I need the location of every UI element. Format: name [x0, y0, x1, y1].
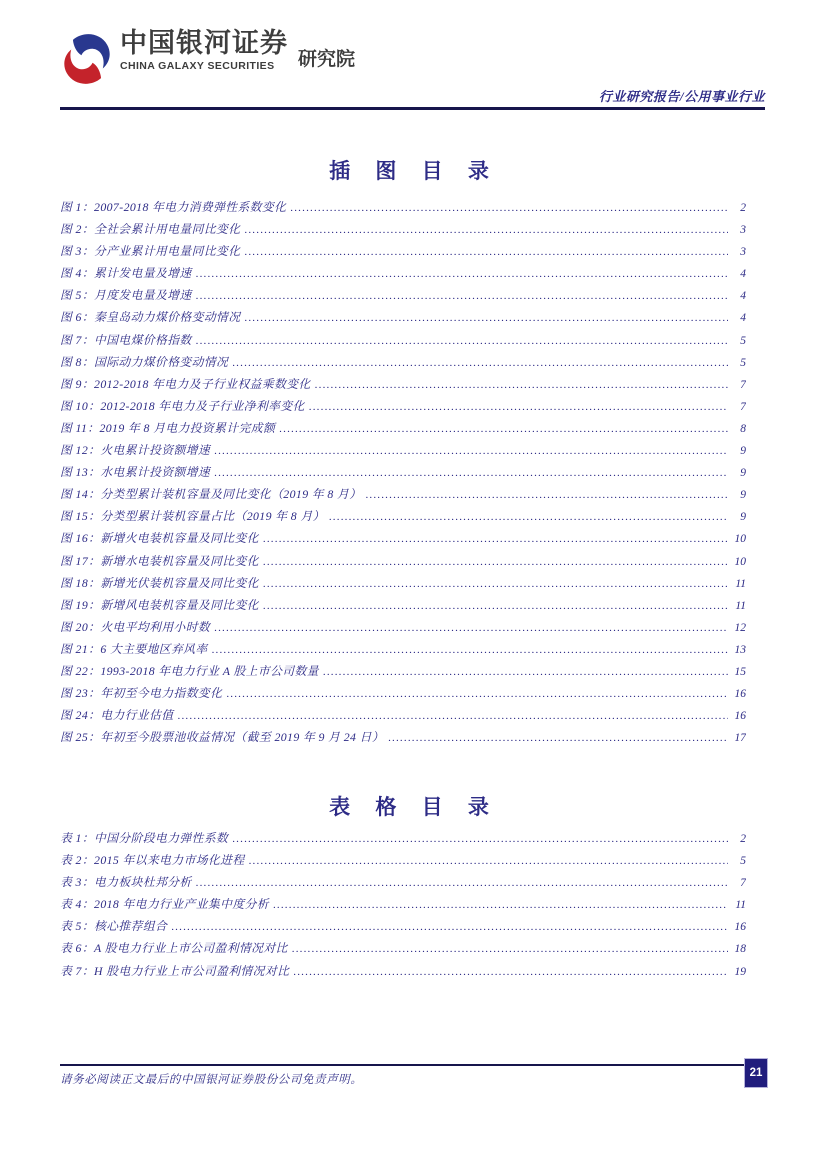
figure-entry-page-number: 7 [740, 378, 746, 391]
dot-leader [196, 871, 728, 893]
dot-leader [171, 915, 728, 937]
figure-entry-label: 图 19：新增风电装机容量及同比变化 [60, 597, 259, 612]
dot-leader [263, 550, 728, 572]
figure-toc-entry[interactable] [60, 417, 746, 439]
figure-entry-label: 图 11：2019 年 8 月电力投资累计完成额 [60, 420, 276, 435]
figure-entry-label: 图 9：2012-2018 年电力及子行业权益乘数变化 [60, 376, 311, 391]
figure-entry-label: 图 24：电力行业估值 [60, 708, 174, 723]
figure-toc-entry[interactable] [60, 351, 746, 373]
table-entry-label: 表 1：中国分阶段电力弹性系数 [60, 831, 229, 845]
figure-entry-label: 图 10：2012-2018 年电力及子行业净利率变化 [60, 398, 305, 413]
dot-leader [214, 461, 728, 483]
company-logo [62, 28, 355, 86]
figure-entry-page-number: 3 [740, 224, 746, 237]
dot-leader [388, 726, 728, 748]
dot-leader [244, 306, 728, 328]
figure-entry-page-number: 4 [740, 290, 746, 303]
table-toc-entry[interactable] [60, 871, 746, 893]
figure-entry-label: 图 15：分类型累计装机容量占比（2019 年 8 月） [60, 509, 325, 524]
dot-leader [293, 960, 728, 982]
figure-entry-label: 图 1：2007-2018 年电力消费弹性系数变化 [60, 200, 287, 214]
figure-entry-label: 图 6：秦皇岛动力煤价格变动情况 [60, 310, 241, 325]
figure-toc-entry[interactable] [60, 505, 746, 527]
figure-entry-label: 图 17：新增水电装机容量及同比变化 [60, 553, 259, 568]
figure-toc-entry[interactable] [60, 726, 746, 748]
page-number: 21 [749, 1067, 763, 1079]
galaxy-swirl-icon [62, 32, 112, 86]
dot-leader [244, 240, 728, 262]
figure-toc-entry[interactable] [60, 196, 746, 218]
figure-entry-page-number: 7 [740, 400, 746, 413]
dot-leader [232, 351, 728, 373]
dot-leader [263, 594, 728, 616]
figure-entry-label: 图 12：火电累计投资额增速 [60, 443, 211, 458]
figure-entry-page-number: 12 [734, 621, 746, 634]
dot-leader [309, 395, 728, 417]
figure-entry-page-number: 10 [734, 555, 746, 568]
figure-entry-page-number: 13 [734, 643, 746, 656]
figure-entry-page-number: 4 [740, 268, 746, 281]
table-entry-label: 表 6：A 股电力行业上市公司盈利情况对比 [60, 941, 288, 956]
figure-entry-label: 图 21：6 大主要地区弃风率 [60, 641, 208, 656]
figure-entry-page-number: 9 [740, 467, 746, 480]
dot-leader [290, 196, 728, 218]
footer-disclaimer: 请务必阅读正文最后的中国银河证券股份公司免责声明。 [60, 1074, 363, 1086]
figure-entry-label: 图 18：新增光伏装机容量及同比变化 [60, 575, 259, 590]
logo-institute-label: 研究院 [298, 49, 356, 70]
table-entry-label: 表 3：电力板块杜邦分析 [60, 875, 192, 890]
figure-entry-page-number: 5 [740, 356, 746, 369]
figures-toc-list [60, 196, 746, 748]
figure-toc-entry[interactable] [60, 262, 746, 284]
figure-toc-entry[interactable] [60, 306, 746, 328]
figure-toc-entry[interactable] [60, 704, 746, 726]
figure-entry-label: 图 7：中国电煤价格指数 [60, 332, 192, 347]
tables-toc-list [60, 827, 746, 982]
figure-entry-label: 图 20：火电平均利用小时数 [60, 619, 211, 634]
figure-toc-entry[interactable] [60, 284, 746, 306]
table-toc-entry[interactable] [60, 849, 746, 871]
logo-english-name: CHINA GALAXY SECURITIES [120, 60, 275, 72]
figure-entry-page-number: 4 [740, 312, 746, 325]
dot-leader [232, 827, 728, 849]
dot-leader [292, 937, 728, 959]
table-entry-page-number: 2 [740, 833, 746, 845]
table-entry-page-number: 16 [734, 921, 746, 934]
dot-leader [226, 682, 728, 704]
table-toc-entry[interactable] [60, 915, 746, 937]
logo-chinese-name: 中国银河证券 [120, 28, 288, 58]
figure-entry-label: 图 8：国际动力煤价格变动情况 [60, 354, 229, 369]
dot-leader [263, 527, 728, 549]
dot-leader [196, 329, 728, 351]
dot-leader [244, 218, 728, 240]
figure-entry-label: 图 16：新增火电装机容量及同比变化 [60, 531, 259, 546]
figure-toc-entry[interactable] [60, 218, 746, 240]
figure-toc-entry[interactable] [60, 550, 746, 572]
dot-leader [249, 849, 728, 871]
figure-toc-entry[interactable] [60, 594, 746, 616]
figure-entry-page-number: 16 [734, 710, 746, 723]
table-entry-label: 表 7：H 股电力行业上市公司盈利情况对比 [60, 963, 290, 978]
table-entry-page-number: 5 [740, 855, 746, 868]
figure-toc-entry[interactable] [60, 638, 746, 660]
figure-toc-entry[interactable] [60, 395, 746, 417]
figure-toc-entry[interactable] [60, 616, 746, 638]
figure-entry-page-number: 11 [735, 577, 746, 590]
table-entry-page-number: 11 [735, 899, 746, 912]
figure-entry-page-number: 2 [740, 202, 746, 214]
figure-entry-page-number: 9 [740, 511, 746, 524]
figure-entry-page-number: 9 [740, 445, 746, 458]
dot-leader [178, 704, 728, 726]
figure-toc-entry[interactable] [60, 240, 746, 262]
table-toc-entry[interactable] [60, 827, 746, 849]
dot-leader [273, 893, 728, 915]
tables-toc-title: 表 格 目 录 [329, 795, 496, 819]
dot-leader [365, 483, 728, 505]
figure-entry-label: 图 25：年初至今股票池收益情况（截至 2019 年 9 月 24 日） [60, 730, 385, 745]
page-number-badge [744, 1058, 768, 1088]
table-entry-label: 表 4：2018 年电力行业产业集中度分析 [60, 897, 269, 912]
dot-leader [329, 505, 728, 527]
figure-entry-label: 图 4：累计发电量及增速 [60, 266, 192, 281]
figure-entry-label: 图 2：全社会累计用电量同比变化 [60, 222, 241, 237]
figure-toc-entry[interactable] [60, 439, 746, 461]
figure-entry-page-number: 17 [734, 732, 746, 745]
footer-divider [60, 1064, 746, 1066]
report-type-label: 行业研究报告/公用事业行业 [598, 89, 765, 104]
table-entry-page-number: 18 [734, 943, 746, 956]
figure-entry-page-number: 15 [734, 665, 746, 678]
dot-leader [279, 417, 728, 439]
figure-entry-page-number: 8 [740, 422, 746, 435]
dot-leader [212, 638, 728, 660]
dot-leader [323, 660, 728, 682]
figure-toc-entry[interactable] [60, 660, 746, 682]
figure-entry-page-number: 11 [735, 599, 746, 612]
dot-leader [214, 439, 728, 461]
dot-leader [214, 616, 728, 638]
figure-toc-entry[interactable] [60, 527, 746, 549]
figure-toc-entry[interactable] [60, 483, 746, 505]
table-entry-page-number: 19 [734, 965, 746, 978]
figure-entry-page-number: 10 [734, 533, 746, 546]
table-entry-page-number: 7 [740, 877, 746, 890]
figure-entry-page-number: 9 [740, 489, 746, 502]
dot-leader [315, 373, 728, 395]
figure-entry-page-number: 16 [734, 688, 746, 701]
figure-entry-label: 图 5：月度发电量及增速 [60, 288, 192, 303]
figure-entry-page-number: 3 [740, 246, 746, 259]
figure-entry-label: 图 22：1993-2018 年电力行业 A 股上市公司数量 [60, 663, 319, 678]
figure-entry-label: 图 3：分产业累计用电量同比变化 [60, 244, 241, 259]
figure-entry-page-number: 5 [740, 334, 746, 347]
figure-toc-entry[interactable] [60, 329, 746, 351]
table-toc-entry[interactable] [60, 937, 746, 959]
header-divider [60, 107, 765, 110]
figure-toc-entry[interactable] [60, 682, 746, 704]
dot-leader [196, 262, 728, 284]
dot-leader [196, 284, 728, 306]
dot-leader [263, 572, 728, 594]
figure-entry-label: 图 23：年初至今电力指数变化 [60, 686, 223, 701]
table-toc-entry[interactable] [60, 893, 746, 915]
figures-toc-title: 插 图 目 录 [329, 159, 496, 183]
table-entry-label: 表 2：2015 年以来电力市场化进程 [60, 853, 245, 868]
figure-entry-label: 图 14：分类型累计装机容量及同比变化（2019 年 8 月） [60, 487, 362, 502]
figure-entry-label: 图 13：水电累计投资额增速 [60, 465, 211, 480]
table-entry-label: 表 5：核心推荐组合 [60, 919, 168, 934]
figure-toc-entry[interactable] [60, 461, 746, 483]
figure-toc-entry[interactable] [60, 572, 746, 594]
table-toc-entry[interactable] [60, 960, 746, 982]
figure-toc-entry[interactable] [60, 373, 746, 395]
